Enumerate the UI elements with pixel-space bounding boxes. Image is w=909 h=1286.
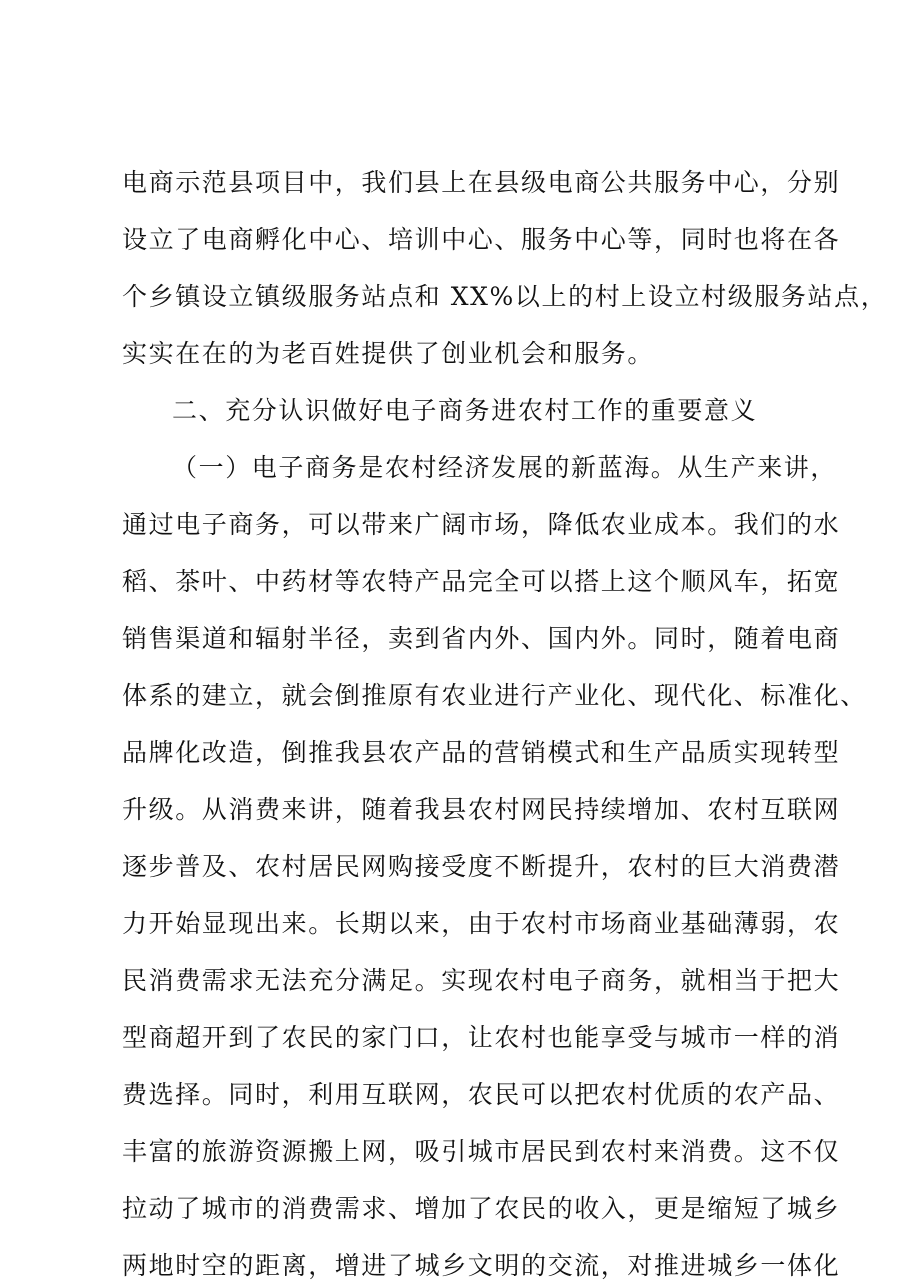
body-text-line: 通过电子商务，可以带来广阔市场，降低农业成本。我们的水	[122, 510, 841, 539]
body-text-line: 丰富的旅游资源搬上网，吸引城市居民到农村来消费。这不仅	[122, 1137, 841, 1166]
body-text-line: 拉动了城市的消费需求、增加了农民的收入，更是缩短了城乡	[122, 1194, 841, 1223]
subsection-heading-line: （一）电子商务是农村经济发展的新蓝海。从生产来讲，	[172, 453, 838, 482]
body-text-line: 费选择。同时，利用互联网，农民可以把农村优质的农产品、	[122, 1080, 841, 1109]
body-text-line: 电商示范县项目中，我们县上在县级电商公共服务中心，分别	[122, 168, 841, 197]
body-text-line: 逐步普及、农村居民网购接受度不断提升，农村的巨大消费潜	[122, 852, 841, 881]
body-text-line: 升级。从消费来讲，随着我县农村网民持续增加、农村互联网	[122, 795, 841, 824]
body-text-line: 品牌化改造，倒推我县农产品的营销模式和生产品质实现转型	[122, 738, 841, 767]
body-text-line: 设立了电商孵化中心、培训中心、服务中心等，同时也将在各	[122, 225, 841, 254]
body-text-line: 实实在在的为老百姓提供了创业机会和服务。	[122, 339, 655, 368]
body-text-line: 销售渠道和辐射半径，卖到省内外、国内外。同时，随着电商	[122, 624, 841, 653]
body-text-line: 型商超开到了农民的家门口，让农村也能享受与城市一样的消	[122, 1023, 841, 1052]
body-text-line: 个乡镇设立镇级服务站点和 XX%以上的村上设立村级服务站点，	[122, 282, 888, 311]
body-text-line: 力开始显现出来。长期以来，由于农村市场商业基础薄弱，农	[122, 909, 841, 938]
body-text-line: 民消费需求无法充分满足。实现农村电子商务，就相当于把大	[122, 966, 841, 995]
body-text-line: 体系的建立，就会倒推原有农业进行产业化、现代化、标准化、	[122, 681, 867, 710]
body-text-line: 两地时空的距离，增进了城乡文明的交流，对推进城乡一体化	[122, 1251, 841, 1280]
section-heading: 二、充分认识做好电子商务进农村工作的重要意义	[172, 396, 758, 425]
body-text-line: 稻、茶叶、中药材等农特产品完全可以搭上这个顺风车，拓宽	[122, 567, 841, 596]
